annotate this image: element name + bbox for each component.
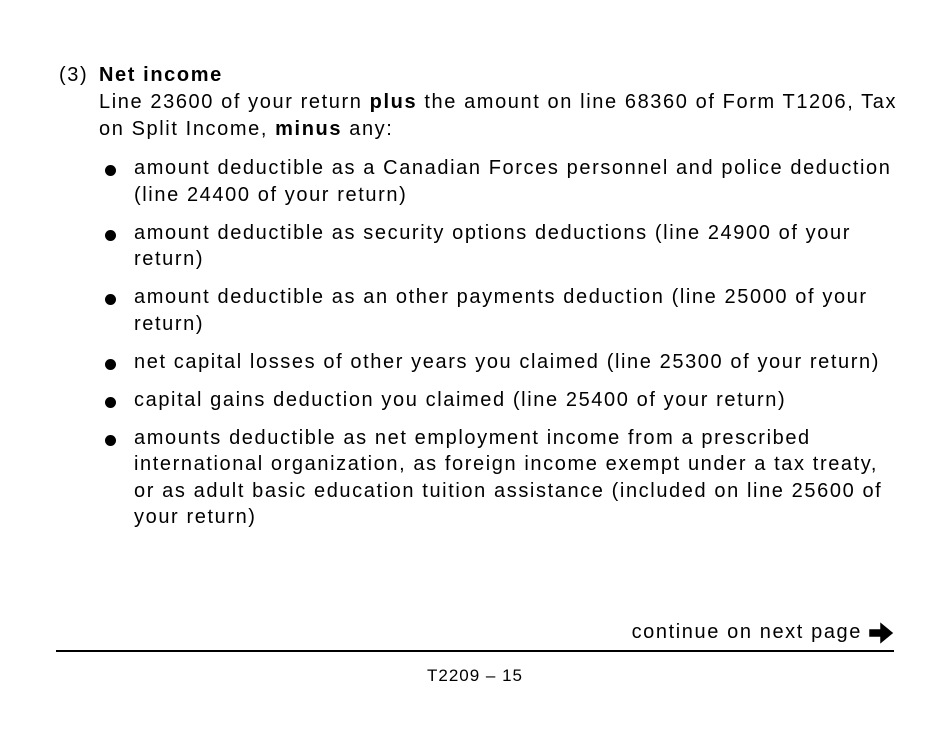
bullet-icon (105, 294, 116, 305)
list-item-text: net capital losses of other years you claimed (line 25300 of your return) (134, 350, 881, 373)
list-item (99, 155, 899, 208)
page-footer: T2209 – 15 (426, 666, 523, 685)
bullet-icon (105, 359, 116, 370)
list-item-text: amount deductible as security options deductions (line 24900 of your return) (134, 221, 851, 270)
list-item-text: amount deductible as an other payments deduction (line 25000 of your return) (134, 286, 868, 335)
list-item (99, 349, 899, 376)
list-item (99, 284, 899, 337)
right-arrow-icon (868, 622, 894, 644)
section-heading (59, 62, 223, 89)
intro-paragraph (99, 89, 899, 143)
section-title: Net income (99, 64, 223, 86)
bullet-icon (105, 435, 116, 446)
deductions-list (99, 155, 899, 542)
section-number: (3) (59, 64, 89, 86)
continue-note (632, 619, 894, 646)
intro-text-1: Line 23600 of your return (99, 91, 370, 113)
continue-text: continue on next page (631, 621, 862, 643)
intro-minus: minus (275, 118, 343, 140)
list-item (99, 425, 899, 531)
intro-plus: plus (369, 91, 418, 113)
list-item-text: capital gains deduction you claimed (line 25400 of your return) (134, 388, 787, 411)
list-item-text: amounts deductible as net employment income from a prescribed international organization, as foreign income exempt under a tax treaty, or as adult basic education tuition assistance (included on line 25600 of your return) (134, 426, 883, 528)
bullet-icon (105, 165, 116, 176)
footer-divider (56, 650, 894, 652)
list-item (99, 220, 899, 273)
intro-text-3: any: (342, 118, 394, 140)
intro-text-2: the amount on line 68360 of Form T1206, Tax on Split Income, (99, 91, 898, 140)
bullet-icon (105, 230, 116, 241)
list-item-text: amount deductible as a Canadian Forces personnel and police deduction (line 24400 of your return) (134, 157, 892, 206)
list-item (99, 387, 899, 414)
bullet-icon (105, 397, 116, 408)
